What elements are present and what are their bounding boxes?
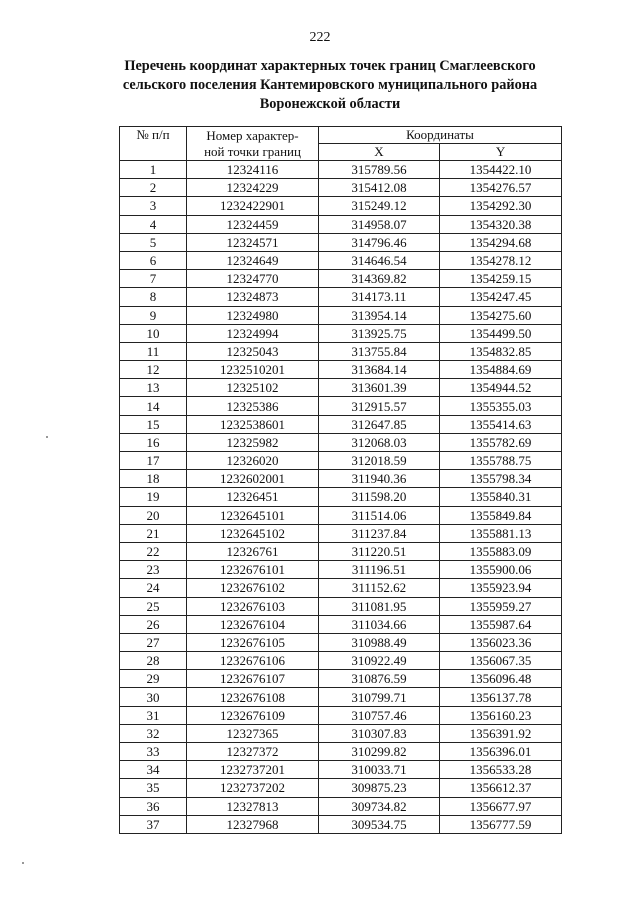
cell-x: 314369.82 — [319, 270, 440, 288]
cell-row-number: 24 — [120, 579, 187, 597]
cell-row-number: 37 — [120, 815, 187, 833]
table-row — [120, 524, 562, 542]
cell-row-number: 5 — [120, 233, 187, 251]
cell-x: 310876.59 — [319, 670, 440, 688]
cell-row-number: 35 — [120, 779, 187, 797]
table-row — [120, 361, 562, 379]
cell-y: 1356391.92 — [440, 724, 562, 742]
cell-point-number: 1232676102 — [187, 579, 319, 597]
cell-row-number: 31 — [120, 706, 187, 724]
cell-y: 1355900.06 — [440, 561, 562, 579]
cell-x: 311940.36 — [319, 470, 440, 488]
cell-point-number: 1232676108 — [187, 688, 319, 706]
cell-y: 1355414.63 — [440, 415, 562, 433]
table-row — [120, 397, 562, 415]
cell-point-number: 12327372 — [187, 743, 319, 761]
cell-point-number: 12324571 — [187, 233, 319, 251]
table-row — [120, 615, 562, 633]
cell-y: 1354247.45 — [440, 288, 562, 306]
cell-point-number: 12324770 — [187, 270, 319, 288]
table-row — [120, 306, 562, 324]
cell-point-number: 12326761 — [187, 542, 319, 560]
cell-x: 315789.56 — [319, 161, 440, 179]
cell-point-number: 1232422901 — [187, 197, 319, 215]
cell-point-number: 1232645101 — [187, 506, 319, 524]
table-row — [120, 779, 562, 797]
cell-x: 315412.08 — [319, 179, 440, 197]
cell-x: 312068.03 — [319, 433, 440, 451]
cell-x: 310988.49 — [319, 633, 440, 651]
cell-y: 1356067.35 — [440, 652, 562, 670]
cell-point-number: 12324649 — [187, 251, 319, 269]
cell-point-number: 1232676106 — [187, 652, 319, 670]
cell-y: 1354292.30 — [440, 197, 562, 215]
cell-y: 1354276.57 — [440, 179, 562, 197]
header-x: X — [319, 144, 440, 161]
cell-x: 310799.71 — [319, 688, 440, 706]
cell-y: 1354832.85 — [440, 342, 562, 360]
cell-point-number: 1232602001 — [187, 470, 319, 488]
cell-x: 314958.07 — [319, 215, 440, 233]
cell-x: 313601.39 — [319, 379, 440, 397]
header-point-number — [187, 127, 319, 161]
cell-point-number: 12324994 — [187, 324, 319, 342]
document-title — [60, 57, 600, 114]
cell-y: 1354499.50 — [440, 324, 562, 342]
cell-row-number: 34 — [120, 761, 187, 779]
cell-point-number: 1232510201 — [187, 361, 319, 379]
cell-row-number: 8 — [120, 288, 187, 306]
cell-x: 311196.51 — [319, 561, 440, 579]
cell-row-number: 14 — [120, 397, 187, 415]
cell-y: 1355355.03 — [440, 397, 562, 415]
cell-y: 1356137.78 — [440, 688, 562, 706]
table-body — [120, 161, 562, 834]
cell-x: 314796.46 — [319, 233, 440, 251]
cell-y: 1356533.28 — [440, 761, 562, 779]
cell-row-number: 3 — [120, 197, 187, 215]
cell-x: 311598.20 — [319, 488, 440, 506]
cell-point-number: 1232737202 — [187, 779, 319, 797]
table-row — [120, 415, 562, 433]
cell-y: 1354320.38 — [440, 215, 562, 233]
cell-point-number: 12327365 — [187, 724, 319, 742]
cell-row-number: 15 — [120, 415, 187, 433]
cell-point-number: 12324116 — [187, 161, 319, 179]
cell-y: 1355782.69 — [440, 433, 562, 451]
cell-point-number: 1232676101 — [187, 561, 319, 579]
title-line-2: сельского поселения Кантемировского муниципального района — [122, 77, 538, 93]
table-row — [120, 488, 562, 506]
cell-row-number: 36 — [120, 797, 187, 815]
cell-x: 310033.71 — [319, 761, 440, 779]
cell-row-number: 19 — [120, 488, 187, 506]
cell-row-number: 2 — [120, 179, 187, 197]
cell-point-number: 12327813 — [187, 797, 319, 815]
cell-row-number: 29 — [120, 670, 187, 688]
cell-row-number: 4 — [120, 215, 187, 233]
cell-point-number: 1232676109 — [187, 706, 319, 724]
header-y: Y — [440, 144, 562, 161]
cell-row-number: 6 — [120, 251, 187, 269]
cell-y: 1354278.12 — [440, 251, 562, 269]
table-row — [120, 342, 562, 360]
cell-x: 313755.84 — [319, 342, 440, 360]
cell-y: 1355798.34 — [440, 470, 562, 488]
cell-point-number: 1232676103 — [187, 597, 319, 615]
table-row — [120, 470, 562, 488]
table-row — [120, 506, 562, 524]
cell-x: 312647.85 — [319, 415, 440, 433]
cell-row-number: 9 — [120, 306, 187, 324]
cell-point-number: 12325982 — [187, 433, 319, 451]
table-row — [120, 379, 562, 397]
header-row-number: № п/п — [120, 127, 187, 161]
cell-row-number: 16 — [120, 433, 187, 451]
cell-row-number: 13 — [120, 379, 187, 397]
cell-point-number: 1232737201 — [187, 761, 319, 779]
cell-point-number: 12324873 — [187, 288, 319, 306]
cell-x: 312018.59 — [319, 452, 440, 470]
table-row — [120, 542, 562, 560]
header-point-line-1: Номер характер- — [206, 127, 299, 143]
header-row-1 — [120, 127, 562, 144]
cell-x: 309534.75 — [319, 815, 440, 833]
table-row — [120, 179, 562, 197]
scan-speck — [46, 436, 48, 438]
cell-y: 1356396.01 — [440, 743, 562, 761]
cell-x: 311081.95 — [319, 597, 440, 615]
cell-point-number: 12325102 — [187, 379, 319, 397]
table-row — [120, 288, 562, 306]
cell-x: 311034.66 — [319, 615, 440, 633]
cell-y: 1355923.94 — [440, 579, 562, 597]
table-row — [120, 561, 562, 579]
table-row — [120, 161, 562, 179]
cell-y: 1354259.15 — [440, 270, 562, 288]
cell-point-number: 12325386 — [187, 397, 319, 415]
cell-x: 309875.23 — [319, 779, 440, 797]
cell-x: 311514.06 — [319, 506, 440, 524]
cell-row-number: 28 — [120, 652, 187, 670]
cell-x: 313954.14 — [319, 306, 440, 324]
cell-x: 310307.83 — [319, 724, 440, 742]
cell-x: 314173.11 — [319, 288, 440, 306]
cell-y: 1356612.37 — [440, 779, 562, 797]
page-number: 222 — [309, 30, 331, 45]
cell-point-number: 12324980 — [187, 306, 319, 324]
header-point-line-2: ной точки границ — [204, 143, 301, 159]
table-row — [120, 797, 562, 815]
table-header — [120, 127, 562, 161]
cell-y: 1354422.10 — [440, 161, 562, 179]
cell-x: 310299.82 — [319, 743, 440, 761]
table-row — [120, 324, 562, 342]
cell-row-number: 32 — [120, 724, 187, 742]
cell-row-number: 25 — [120, 597, 187, 615]
table-row — [120, 597, 562, 615]
cell-point-number: 1232538601 — [187, 415, 319, 433]
table-row — [120, 670, 562, 688]
cell-row-number: 17 — [120, 452, 187, 470]
table-row — [120, 761, 562, 779]
cell-x: 310922.49 — [319, 652, 440, 670]
cell-y: 1354884.69 — [440, 361, 562, 379]
cell-y: 1356777.59 — [440, 815, 562, 833]
cell-row-number: 21 — [120, 524, 187, 542]
table-row — [120, 215, 562, 233]
cell-x: 313684.14 — [319, 361, 440, 379]
cell-point-number: 12327968 — [187, 815, 319, 833]
header-coordinates: Координаты — [319, 127, 562, 144]
cell-x: 311237.84 — [319, 524, 440, 542]
cell-point-number: 12324229 — [187, 179, 319, 197]
table-row — [120, 270, 562, 288]
cell-row-number: 18 — [120, 470, 187, 488]
scan-speck — [22, 862, 24, 864]
cell-point-number: 12324459 — [187, 215, 319, 233]
cell-point-number: 12326451 — [187, 488, 319, 506]
cell-row-number: 11 — [120, 342, 187, 360]
cell-point-number: 1232676104 — [187, 615, 319, 633]
cell-x: 314646.54 — [319, 251, 440, 269]
table-row — [120, 251, 562, 269]
cell-row-number: 33 — [120, 743, 187, 761]
cell-x: 315249.12 — [319, 197, 440, 215]
cell-x: 312915.57 — [319, 397, 440, 415]
table-row — [120, 815, 562, 833]
table-row — [120, 724, 562, 742]
cell-x: 311152.62 — [319, 579, 440, 597]
cell-row-number: 26 — [120, 615, 187, 633]
cell-y: 1355881.13 — [440, 524, 562, 542]
cell-point-number: 1232676105 — [187, 633, 319, 651]
cell-row-number: 23 — [120, 561, 187, 579]
cell-y: 1354294.68 — [440, 233, 562, 251]
cell-row-number: 22 — [120, 542, 187, 560]
cell-y: 1354275.60 — [440, 306, 562, 324]
table-row — [120, 706, 562, 724]
cell-x: 311220.51 — [319, 542, 440, 560]
title-line-1: Перечень координат характерных точек границ Смаглеевского — [124, 58, 536, 74]
cell-row-number: 30 — [120, 688, 187, 706]
cell-y: 1354944.52 — [440, 379, 562, 397]
table-row — [120, 233, 562, 251]
cell-y: 1356096.48 — [440, 670, 562, 688]
cell-y: 1355987.64 — [440, 615, 562, 633]
title-line-3: Воронежской области — [259, 96, 401, 112]
cell-row-number: 27 — [120, 633, 187, 651]
table-row — [120, 452, 562, 470]
table-row — [120, 688, 562, 706]
cell-y: 1355883.09 — [440, 542, 562, 560]
table-row — [120, 652, 562, 670]
cell-x: 313925.75 — [319, 324, 440, 342]
table-row — [120, 433, 562, 451]
cell-y: 1356023.36 — [440, 633, 562, 651]
cell-x: 310757.46 — [319, 706, 440, 724]
cell-row-number: 1 — [120, 161, 187, 179]
table-row — [120, 633, 562, 651]
cell-row-number: 12 — [120, 361, 187, 379]
cell-y: 1355849.84 — [440, 506, 562, 524]
cell-point-number: 12325043 — [187, 342, 319, 360]
cell-y: 1355788.75 — [440, 452, 562, 470]
table-row — [120, 197, 562, 215]
cell-y: 1356677.97 — [440, 797, 562, 815]
cell-row-number: 7 — [120, 270, 187, 288]
table-row — [120, 579, 562, 597]
cell-x: 309734.82 — [319, 797, 440, 815]
cell-point-number: 1232676107 — [187, 670, 319, 688]
coordinates-table — [119, 126, 562, 834]
cell-row-number: 10 — [120, 324, 187, 342]
cell-y: 1355840.31 — [440, 488, 562, 506]
cell-row-number: 20 — [120, 506, 187, 524]
cell-point-number: 12326020 — [187, 452, 319, 470]
table-row — [120, 743, 562, 761]
cell-y: 1356160.23 — [440, 706, 562, 724]
cell-y: 1355959.27 — [440, 597, 562, 615]
cell-point-number: 1232645102 — [187, 524, 319, 542]
